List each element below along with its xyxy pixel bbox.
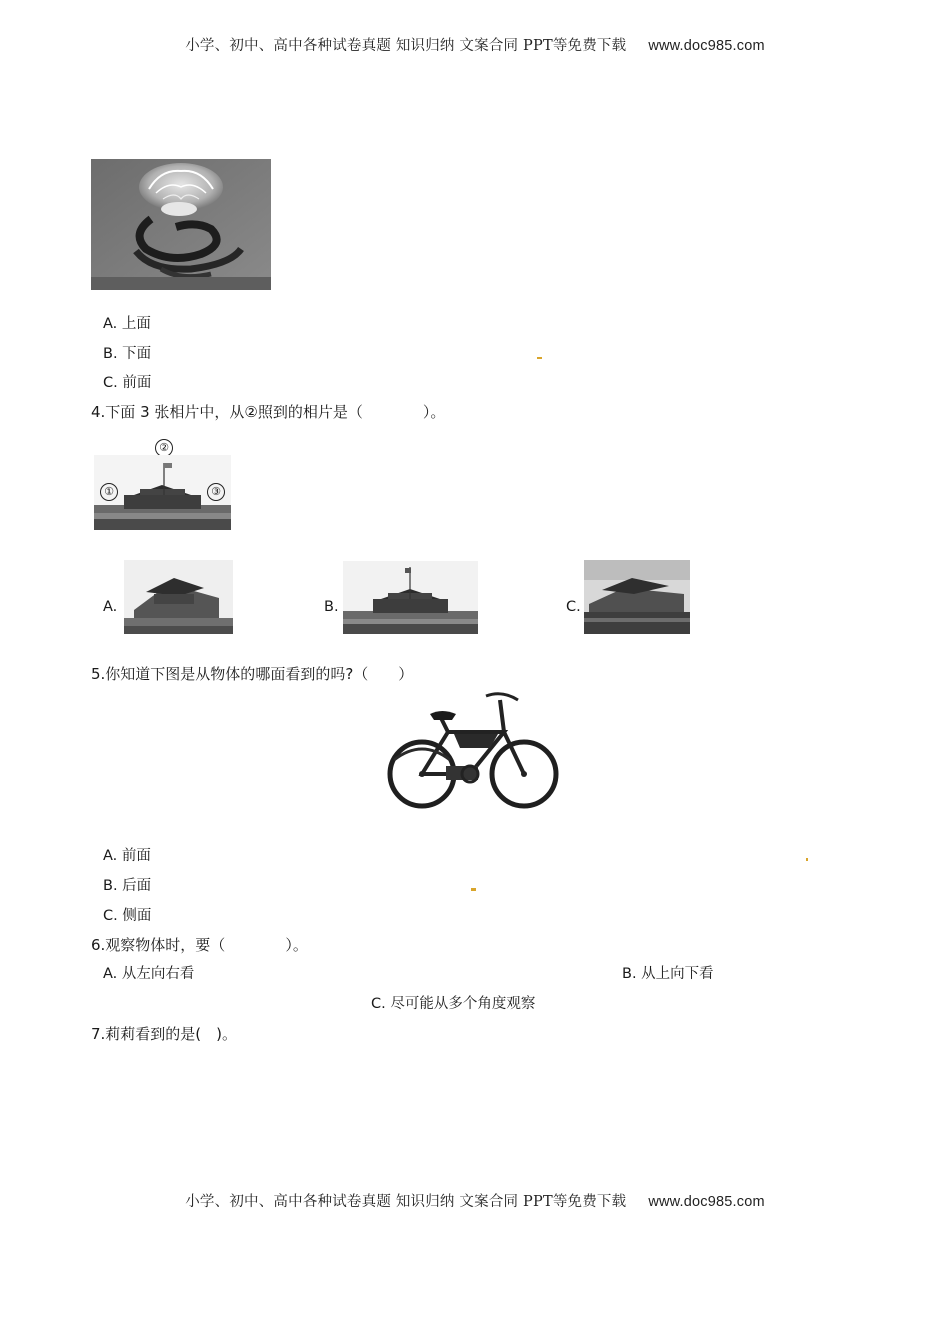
q4-option-a: A. bbox=[103, 599, 118, 615]
q6-option-c: C. 尽可能从多个角度观察 bbox=[371, 996, 536, 1012]
marker-1: ① bbox=[100, 483, 118, 501]
stray-mark bbox=[537, 357, 542, 359]
q5-option-c: C. 侧面 bbox=[103, 908, 152, 924]
q4-option-c: C. bbox=[566, 599, 581, 615]
q6-stem: 6.观察物体时，要（ ）。 bbox=[91, 936, 308, 954]
header-url: www.doc985.com bbox=[648, 38, 765, 54]
q4-option-b: B. bbox=[324, 599, 339, 615]
q4-photo-a bbox=[124, 560, 233, 634]
q4-image-a bbox=[124, 560, 233, 634]
sculpture-image bbox=[91, 159, 271, 290]
q4-image-b bbox=[343, 561, 478, 634]
q3-option-b: B. 下面 bbox=[103, 346, 152, 362]
q6-option-a: A. 从左向右看 bbox=[103, 966, 195, 982]
bicycle-photo bbox=[386, 688, 562, 813]
q5-option-a: A. 前面 bbox=[103, 848, 151, 864]
stray-mark-2 bbox=[471, 888, 476, 891]
footer-url: www.doc985.com bbox=[648, 1194, 765, 1210]
marker-3: ③ bbox=[207, 483, 225, 501]
page-header bbox=[0, 34, 950, 55]
q3-option-c: C. 前面 bbox=[103, 375, 152, 391]
q4-image-c bbox=[584, 560, 690, 634]
q7-stem: 7.莉莉看到的是( )。 bbox=[91, 1025, 238, 1043]
header-text: 小学、初中、高中各种试卷真题 知识归纳 文案合同 PPT等免费下载 bbox=[185, 38, 627, 54]
q5-stem: 5.你知道下图是从物体的哪面看到的吗?（ ） bbox=[91, 665, 414, 683]
q4-photo-b bbox=[343, 561, 478, 634]
footer-text: 小学、初中、高中各种试卷真题 知识归纳 文案合同 PPT等免费下载 bbox=[185, 1194, 627, 1210]
q5-option-b: B. 后面 bbox=[103, 878, 152, 894]
marker-2 bbox=[155, 436, 173, 457]
page-footer bbox=[0, 1190, 950, 1211]
q4-stem: 4.下面 3 张相片中，从②照到的相片是（ ）。 bbox=[91, 403, 446, 421]
marker-2-label: ② bbox=[155, 439, 173, 457]
q3-option-a: A. 上面 bbox=[103, 316, 151, 332]
tiananmen-reference-photo bbox=[94, 455, 231, 530]
sculpture-photo bbox=[91, 159, 271, 290]
q4-photo-c bbox=[584, 560, 690, 634]
stray-mark-3 bbox=[806, 858, 808, 861]
bicycle-image bbox=[386, 688, 562, 813]
q6-option-b: B. 从上向下看 bbox=[622, 966, 714, 982]
